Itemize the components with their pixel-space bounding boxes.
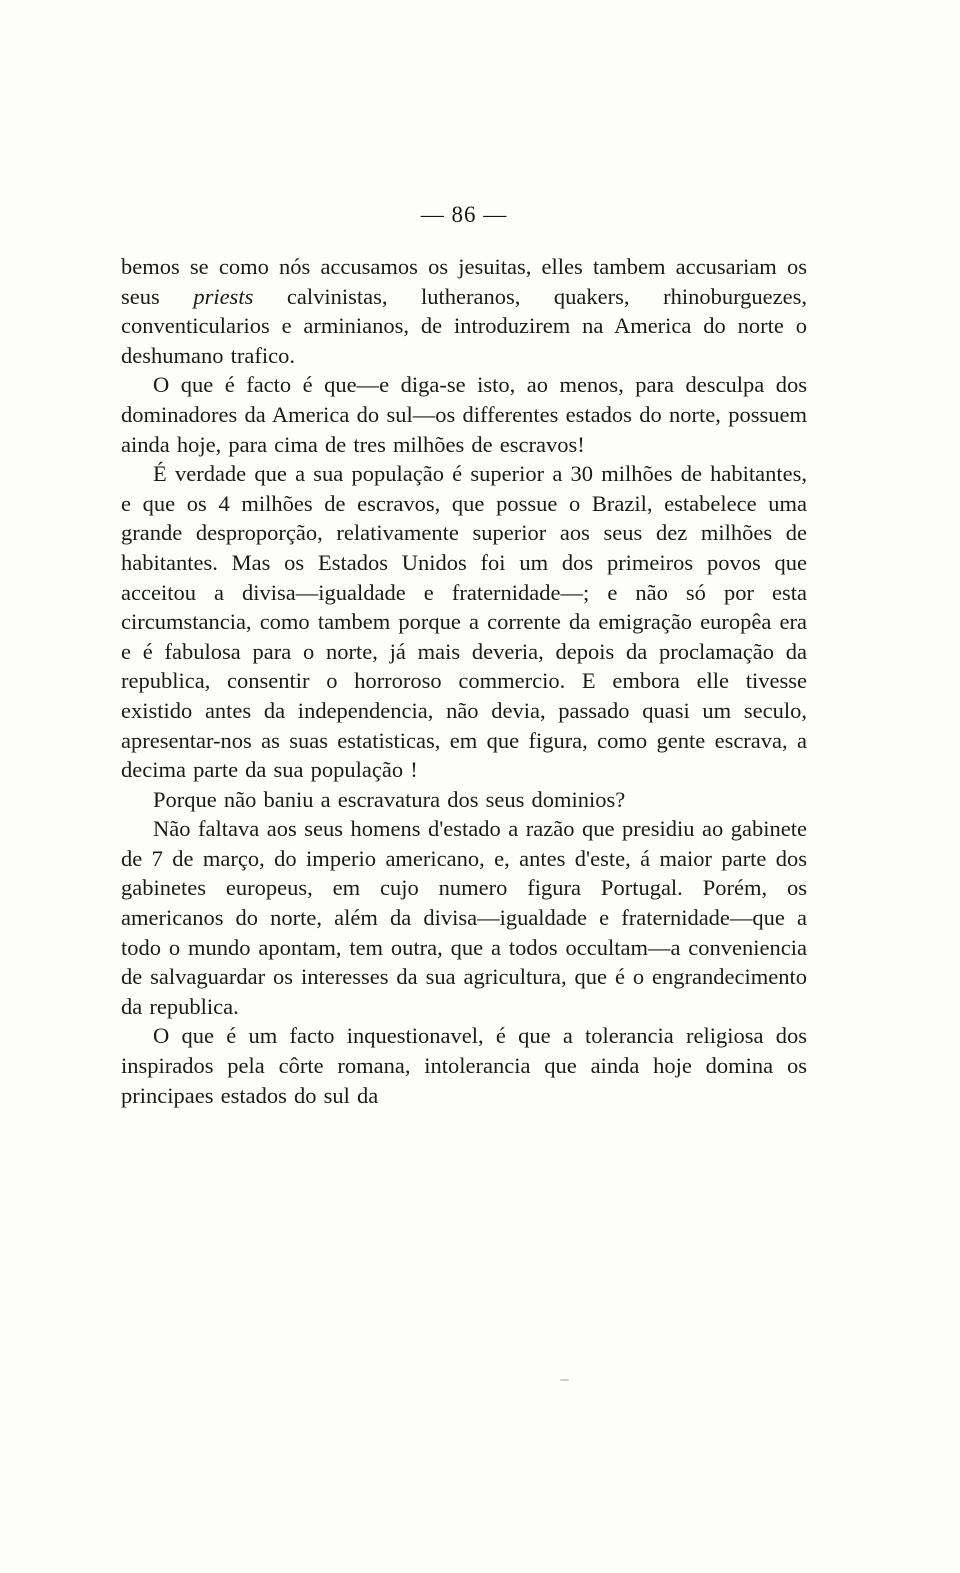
text-segment: calvinistas, lutheranos, quakers, rhinoburguezes, conventicularios e arminianos, de introduzirem na America do norte o deshumano trafico. xyxy=(121,283,807,368)
paragraph xyxy=(121,459,807,785)
paragraph xyxy=(121,370,807,459)
page-number: — 86 — xyxy=(420,202,508,227)
text-segment: Porque não baniu a escravatura dos seus dominios? xyxy=(153,786,626,812)
text-segment: bemos se como nós accusamos os jesuitas, elles tambem accusariam os seus xyxy=(121,254,807,309)
text-column xyxy=(121,252,807,1110)
paragraph xyxy=(121,1021,807,1110)
paragraph xyxy=(121,252,807,370)
paragraph xyxy=(121,814,807,1021)
scan-artifact xyxy=(560,1379,569,1381)
text-segment: Não faltava aos seus homens d'estado a razão que presidiu ao gabinete de 7 de março, do imperio americano, e, antes d'este, á maior parte dos gabinetes europeus, em cujo numero figura Portugal. Porém, os americanos do norte, além da divisa—igualdade e fraternidade—que a todo o mundo apontam, tem outra, que a todos occultam—a conveniencia de salvaguardar os interesses da sua agricultura, que é o engrandecimento da republica. xyxy=(121,816,807,1019)
paragraph xyxy=(121,785,807,815)
italic-text-segment: priests xyxy=(193,283,254,309)
text-segment: É verdade que a sua população é superior a 30 milhões de habitantes, e que os 4 milhões de escravos, que possue o Brazil, estabelece uma grande desproporção, relativamente superior aos seus dez milhões de habitantes. Mas os Estados Unidos foi um dos primeiros povos que acceitou a divisa—igualdade e fraternidade—; e não só por esta circumstancia, como tambem porque a corrente da emigração europêa era e é fabulosa para o norte, já mais deveria, depois da proclamação da republica, consentir o horroroso commercio. E embora elle tivesse existido antes da independencia, não devia, passado quasi um seculo, apresentar-nos as suas estatisticas, em que figura, como gente escrava, a decima parte da sua população ! xyxy=(121,461,807,783)
text-segment: O que é um facto inquestionavel, é que a tolerancia religiosa dos inspirados pela côrte romana, intolerancia que ainda hoje domina os principaes estados do sul da xyxy=(121,1023,807,1108)
text-segment: O que é facto é que—e diga-se isto, ao menos, para desculpa dos dominadores da America do sul—os differentes estados do norte, possuem ainda hoje, para cima de tres milhões de escravos! xyxy=(121,372,807,457)
